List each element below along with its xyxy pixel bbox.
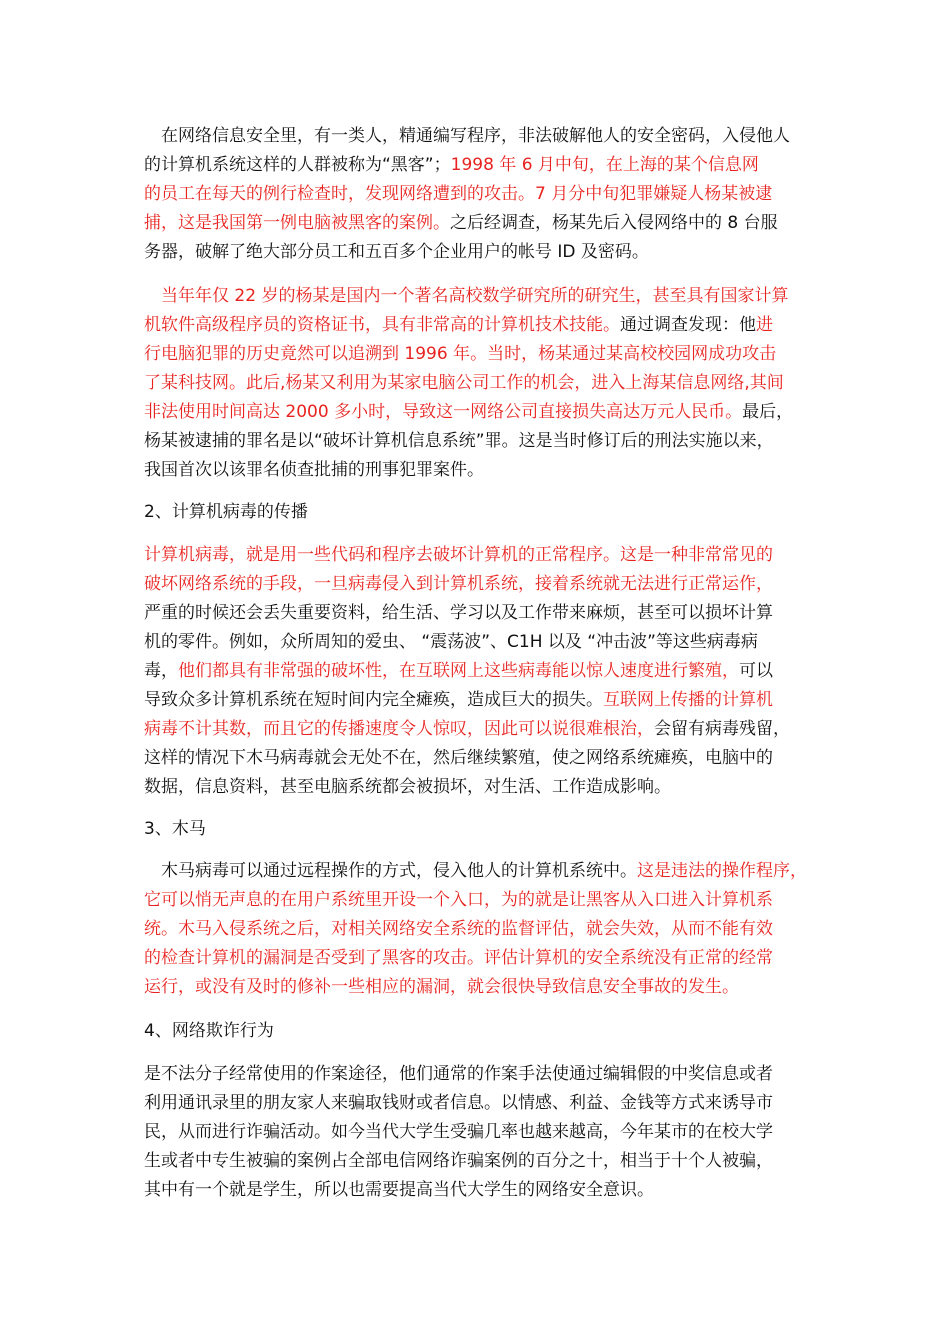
body-text: 民，从而进行诈骗活动。如今当代大学生受骗几率也越来越高，今年某市的在校大学 bbox=[144, 1122, 773, 1142]
text-line bbox=[144, 1089, 816, 1118]
highlighted-text: 行电脑犯罪的历史竟然可以追溯到 1996 年。当时，杨某通过某高校校园网成功攻击 bbox=[144, 344, 777, 364]
text-line bbox=[144, 857, 816, 886]
body-text: 利用通讯录里的朋友家人来骗取钱财或者信息。以情感、利益、金钱等方式来诱导市 bbox=[144, 1093, 773, 1113]
text-line bbox=[144, 340, 816, 369]
text-line bbox=[144, 238, 816, 267]
highlighted-text: 捕，这是我国第一例电脑被黑客的案例。 bbox=[144, 213, 450, 233]
text-line bbox=[144, 628, 816, 657]
text-line bbox=[144, 570, 816, 599]
body-text: 在网络信息安全里，有一类人，精通编写程序，非法破解他人的安全密码，入侵他人 bbox=[144, 126, 790, 146]
body-text: 之后经调查，杨某先后入侵网络中的 8 台服 bbox=[450, 213, 778, 233]
body-text: 最后， bbox=[742, 402, 794, 422]
paragraph-virus bbox=[144, 541, 816, 802]
body-text: 通过调查发现：他 bbox=[620, 315, 756, 335]
body-text: 的计算机系统这样的人群被称为“黑客”； bbox=[144, 155, 451, 175]
highlighted-text: 的员工在每天的例行检查时，发现网络遭到的攻击。7 月分中旬犯罪嫌疑人杨某被逮 bbox=[144, 184, 773, 204]
body-text: 我国首次以该罪名侦查批捕的刑事犯罪案件。 bbox=[144, 460, 484, 480]
paragraph-trojan bbox=[144, 857, 816, 1002]
highlighted-text: 它可以悄无声息的在用户系统里开设一个入口，为的就是让黑客从入口进入计算机系 bbox=[144, 890, 773, 910]
body-text: 会留有病毒残留， bbox=[654, 719, 790, 739]
highlighted-text: 运行，或没有及时的修补一些相应的漏洞，就会很快导致信息安全事故的发生。 bbox=[144, 977, 739, 997]
text-line bbox=[144, 151, 816, 180]
text-line bbox=[144, 715, 816, 744]
highlighted-text: 计算机病毒，就是用一些代码和程序去破坏计算机的正常程序。这是一种非常常见的 bbox=[144, 545, 773, 565]
body-text: 是不法分子经常使用的作案途径，他们通常的作案手法使通过编辑假的中奖信息或者 bbox=[144, 1064, 773, 1084]
paragraph-hacker-intro bbox=[144, 122, 816, 267]
text-line bbox=[144, 180, 816, 209]
heading-trojan: 3、木马 bbox=[144, 819, 206, 839]
text-line bbox=[144, 657, 816, 686]
text-line bbox=[144, 1176, 816, 1205]
text-line bbox=[144, 886, 816, 915]
text-line bbox=[144, 599, 816, 628]
text-line bbox=[144, 122, 816, 151]
heading-virus: 2、计算机病毒的传播 bbox=[144, 502, 308, 522]
highlighted-text: 非法使用时间高达 2000 多小时，导致这一网络公司直接损失高达万元人民币。 bbox=[144, 402, 743, 422]
body-text: 务器，破解了绝大部分员工和五百多个企业用户的帐号 ID 及密码。 bbox=[144, 242, 649, 262]
highlighted-text: 病毒不计其数，而且它的传播速度令人惊叹，因此可以说很难根治， bbox=[144, 719, 654, 739]
highlighted-text: 互联网上传播的计算机 bbox=[603, 690, 773, 710]
highlighted-text: 1998 年 6 月中旬，在上海的某个信息网 bbox=[450, 155, 759, 175]
body-text: 生或者中专生被骗的案例占全部电信网络诈骗案例的百分之十，相当于十个人被骗， bbox=[144, 1151, 773, 1171]
body-text: 这样的情况下木马病毒就会无处不在，然后继续繁殖，使之网络系统瘫痪，电脑中的 bbox=[144, 748, 773, 768]
text-line bbox=[144, 311, 816, 340]
text-line bbox=[144, 1060, 816, 1089]
text-line bbox=[144, 209, 816, 238]
text-line bbox=[144, 427, 816, 456]
highlighted-text: 进 bbox=[756, 315, 773, 335]
highlighted-text: 机软件高级程序员的资格证书，具有非常高的计算机技术技能。 bbox=[144, 315, 620, 335]
body-text: 木马病毒可以通过远程操作的方式，侵入他人的计算机系统中。 bbox=[144, 861, 637, 881]
text-line bbox=[144, 398, 816, 427]
text-line bbox=[144, 541, 816, 570]
body-text: 导致众多计算机系统在短时间内完全瘫痪，造成巨大的损失。 bbox=[144, 690, 603, 710]
body-text: 数据，信息资料，甚至电脑系统都会被损坏，对生活、工作造成影响。 bbox=[144, 777, 671, 797]
highlighted-text: 的检查计算机的漏洞是否受到了黑客的攻击。评估计算机的安全系统没有正常的经常 bbox=[144, 948, 773, 968]
text-line bbox=[144, 1118, 816, 1147]
paragraph-yang-case bbox=[144, 282, 816, 485]
text-line bbox=[144, 915, 816, 944]
body-text: 毒， bbox=[144, 661, 178, 681]
body-text: 严重的时候还会丢失重要资料，给生活、学习以及工作带来麻烦，甚至可以损坏计算 bbox=[144, 603, 773, 623]
highlighted-text: 这是违法的操作程序， bbox=[637, 861, 807, 881]
paragraph-fraud bbox=[144, 1060, 816, 1205]
text-line bbox=[144, 973, 816, 1002]
highlighted-text: 了某科技网。此后,杨某又利用为某家电脑公司工作的机会，进入上海某信息网络,其间 bbox=[144, 373, 784, 393]
text-line bbox=[144, 944, 816, 973]
body-text: 机的零件。例如，众所周知的爱虫、 “震荡波”、C1H 以及 “冲击波”等这些病毒病 bbox=[144, 632, 758, 652]
highlighted-text: 统。木马入侵系统之后，对相关网络安全系统的监督评估，就会失效，从而不能有效 bbox=[144, 919, 773, 939]
text-line bbox=[144, 456, 816, 485]
body-text: 杨某被逮捕的罪名是以“破坏计算机信息系统”罪。这是当时修订后的刑法实施以来， bbox=[144, 431, 774, 451]
highlighted-text: 当年年仅 22 岁的杨某是国内一个著名高校数学研究所的研究生，甚至具有国家计算 bbox=[144, 286, 789, 306]
body-text: 其中有一个就是学生，所以也需要提高当代大学生的网络安全意识。 bbox=[144, 1180, 654, 1200]
highlighted-text: 破坏网络系统的手段，一旦病毒侵入到计算机系统，接着系统就无法进行正常运作， bbox=[144, 574, 773, 594]
text-line bbox=[144, 282, 816, 311]
text-line bbox=[144, 1147, 816, 1176]
heading-fraud: 4、网络欺诈行为 bbox=[144, 1021, 274, 1041]
body-text: 可以 bbox=[739, 661, 773, 681]
text-line bbox=[144, 686, 816, 715]
text-line bbox=[144, 744, 816, 773]
text-line bbox=[144, 369, 816, 398]
text-line bbox=[144, 773, 816, 802]
highlighted-text: 他们都具有非常强的破坏性，在互联网上这些病毒能以惊人速度进行繁殖， bbox=[178, 661, 739, 681]
